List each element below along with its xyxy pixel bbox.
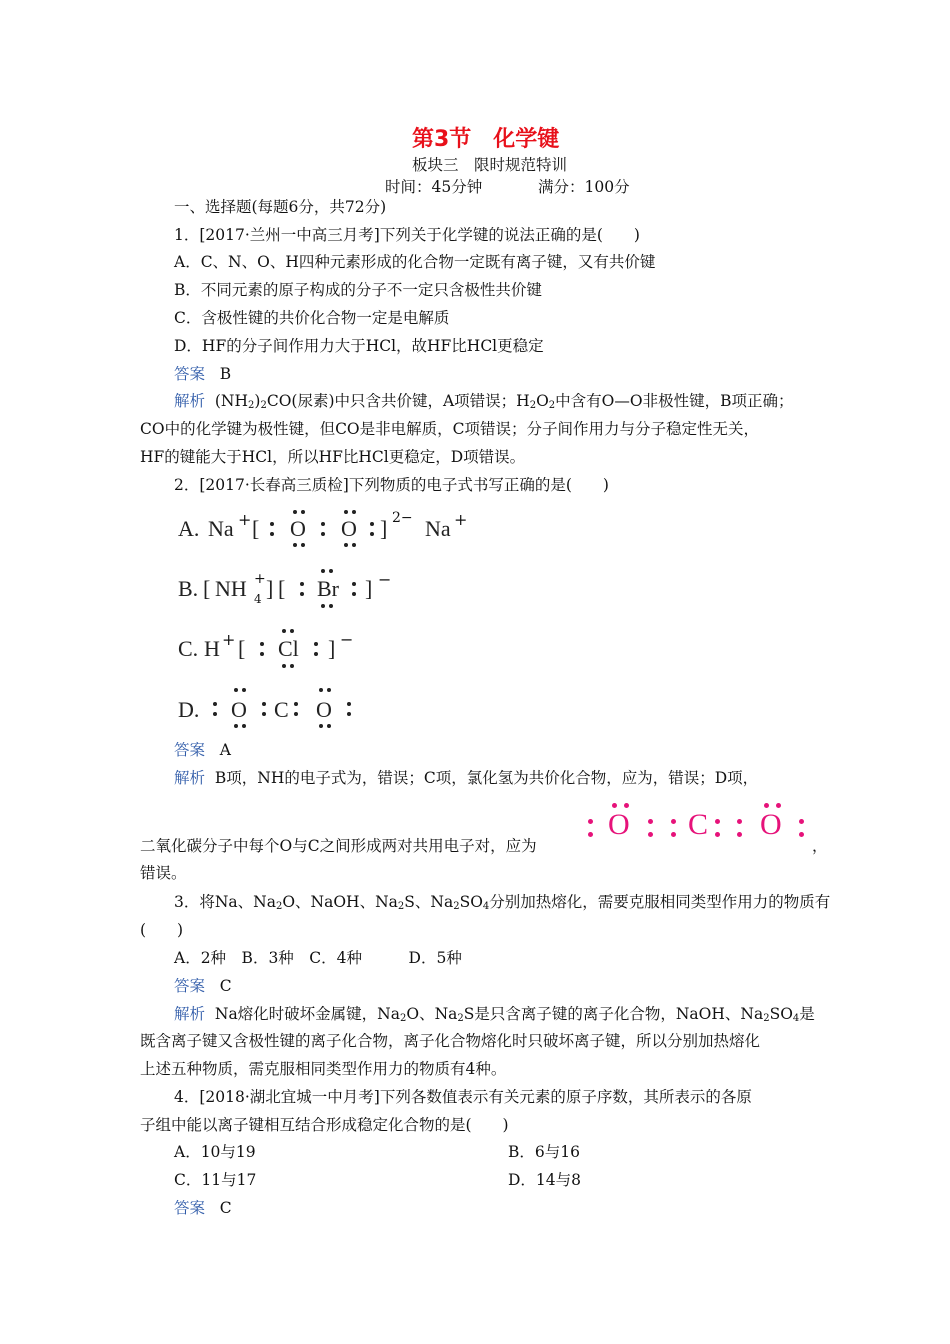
q3-analysis-line-2: 既含离子键又含极性键的离子化合物，离子化合物熔化时只破坏离子键，所以分别加热熔化 [140, 1032, 761, 1050]
oxygen-symbol: O [760, 808, 782, 841]
electron-dot [327, 724, 331, 728]
subscript: 4 [792, 1013, 800, 1024]
electron-dot [270, 522, 274, 526]
electron-dot [327, 688, 331, 692]
electron-dot [370, 532, 374, 536]
electron-dot [764, 803, 769, 808]
charge-plus: + [238, 510, 252, 529]
q1-analysis-line-3: HF的键能大于HCl，所以HF比HCl更稳定，D项错误。 [140, 448, 526, 466]
subscript: 2 [763, 1013, 770, 1024]
electron-dot [294, 712, 298, 716]
oxygen-symbol: O [290, 516, 306, 541]
left-bracket: [ [278, 576, 286, 601]
oxygen-symbol: O [231, 697, 247, 722]
q4-option-c: C．11与17 [174, 1171, 257, 1189]
left-bracket: [ [252, 516, 260, 541]
subscript: 2 [275, 901, 283, 912]
bromine-symbol: Br [317, 576, 339, 601]
electron-dot [319, 688, 323, 692]
oxygen-symbol: O [608, 808, 630, 841]
answer-value: C [219, 1199, 232, 1217]
electron-dot [612, 803, 617, 808]
electron-dot [329, 604, 333, 608]
right-bracket: ] [266, 576, 274, 601]
subscript: 2 [529, 400, 537, 411]
stem-text: S、Na [404, 893, 454, 911]
electron-dot [352, 582, 356, 586]
analysis-text: 中含有O—O非极性键，B项正确； [555, 392, 794, 410]
electron-dot [242, 688, 246, 692]
carbon-symbol: C [274, 697, 289, 722]
option-label: B. [178, 576, 199, 601]
electron-dot [319, 724, 323, 728]
electron-dot [648, 819, 653, 824]
electron-dot [671, 819, 676, 824]
electron-dot [262, 702, 266, 706]
analysis-label: 解析 [174, 1005, 206, 1023]
q1-stem: 1．[2017·兰州一中高三月考]下列关于化学键的说法正确的是( ) [174, 226, 640, 244]
analysis-text: 是 [799, 1005, 815, 1023]
right-bracket: ] [380, 516, 388, 541]
answer-label: 答案 [174, 1199, 206, 1217]
electron-dot [260, 642, 264, 646]
analysis-text: Na熔化时破坏金属键，Na [214, 1005, 400, 1023]
electron-dot [737, 832, 742, 837]
answer-label: 答案 [174, 365, 206, 383]
q1-option-d: D．HF的分子间作用力大于HCl，故HF比HCl更稳定 [174, 337, 544, 355]
sodium-symbol: Na [425, 516, 451, 541]
subscript: 2 [260, 400, 267, 411]
charge-minus: − [340, 630, 354, 649]
electron-dot [344, 510, 348, 514]
q3-answer [174, 976, 232, 996]
part-heading: 一、选择题(每题6分，共72分) [174, 198, 387, 216]
electron-dot [294, 702, 298, 706]
electron-dot [270, 532, 274, 536]
analysis-text: SO [769, 1005, 793, 1023]
electron-dot [234, 688, 238, 692]
electron-dot [290, 664, 294, 668]
electron-dot [282, 629, 286, 633]
charge-plus: + [254, 571, 266, 587]
electron-dot [799, 832, 804, 837]
q2-analysis-line-2: 二氧化碳分子中每个O与C之间形成两对共用电子对，应为 [140, 837, 537, 855]
answer-label: 答案 [174, 741, 206, 759]
electron-dot [262, 712, 266, 716]
electron-dot [344, 543, 348, 547]
time-limit: 时间：45分钟 [385, 178, 483, 196]
electron-dot [293, 510, 297, 514]
q2-analysis-line-3: 错误。 [140, 864, 187, 882]
option-label: C. [178, 636, 199, 661]
electron-dot [213, 712, 217, 716]
electron-dot [301, 543, 305, 547]
analysis-text: B项，NH的电子式为，错误；C项，氯化氢为共价化合物，应为，错误；D项， [214, 769, 759, 787]
hydrogen-symbol: H [204, 636, 220, 661]
subscript: 2 [548, 400, 556, 411]
electron-dot [648, 832, 653, 837]
analysis-text: CO(尿素)中只含共价键，A项错误；H [266, 392, 530, 410]
electron-dot [370, 522, 374, 526]
stem-text: 分别加热熔化，需要克服相同类型作用力的物质有 [489, 893, 831, 911]
left-bracket: [ [238, 636, 246, 661]
q3-options: A．2种 B．3种 C．4种 D．5种 [174, 949, 462, 967]
q2-analysis-tail: ， [812, 837, 828, 855]
subscript: 2 [453, 901, 460, 912]
electron-dot [314, 642, 318, 646]
q4-option-a: A．10与19 [174, 1143, 256, 1161]
electron-dot [300, 592, 304, 596]
right-bracket: ] [328, 636, 336, 661]
q4-option-d: D．14与8 [508, 1171, 582, 1189]
q4-option-b: B．6与16 [508, 1143, 580, 1161]
q3-analysis-line-3: 上述五种物质，需克服相同类型作用力的物质有4种。 [140, 1060, 507, 1078]
electron-dot [234, 724, 238, 728]
electron-dot [293, 543, 297, 547]
electron-dot [624, 803, 629, 808]
electron-dot [242, 724, 246, 728]
electron-dot [282, 664, 286, 668]
electron-dot [321, 532, 325, 536]
subscript: 4 [254, 592, 262, 606]
right-bracket: ] [365, 576, 373, 601]
electron-dot [715, 832, 720, 837]
q2-analysis-line-1 [174, 768, 758, 788]
electron-dot [260, 652, 264, 656]
electron-dot [213, 702, 217, 706]
subscript: 2 [248, 400, 255, 411]
sodium-symbol: Na [208, 516, 234, 541]
q2-stem: 2．[2017·长春高三质检]下列物质的电子式书写正确的是( ) [174, 476, 609, 494]
q1-option-a: A．C、N、O、H四种元素形成的化合物一定既有离子键，又有共价键 [174, 253, 656, 271]
q3-stem-line-2: ( ) [140, 921, 184, 939]
electron-dot [737, 819, 742, 824]
left-bracket: [ [203, 576, 211, 601]
q1-answer [174, 364, 231, 384]
analysis-text: ) [254, 392, 261, 410]
electron-dot [321, 604, 325, 608]
electron-dot [347, 702, 351, 706]
answer-value: B [219, 365, 232, 383]
oxygen-symbol: O [316, 697, 332, 722]
page-title: 第3节 化学键 [412, 127, 560, 152]
carbon-symbol: C [688, 808, 709, 841]
subscript: 2 [397, 901, 405, 912]
stem-text: O、NaOH、Na [282, 893, 398, 911]
section-subtitle: 板块三 限时规范特训 [412, 156, 568, 174]
electron-dot [352, 543, 356, 547]
analysis-text: (NH [214, 392, 249, 410]
q3-analysis-line-1 [174, 1004, 815, 1029]
analysis-text: S是只含离子键的离子化合物，NaOH、Na [463, 1005, 764, 1023]
electron-dot [776, 803, 781, 808]
analysis-label: 解析 [174, 392, 206, 410]
q3-stem-line-1 [174, 892, 830, 917]
answer-value: C [219, 977, 232, 995]
electron-dot [588, 832, 593, 837]
electron-dot [352, 510, 356, 514]
q1-option-b: B．不同元素的原子构成的分子不一定只含极性共价键 [174, 281, 542, 299]
electron-dot [300, 582, 304, 586]
q4-answer [174, 1198, 232, 1218]
electron-dot [329, 569, 333, 573]
ammonium-symbol: NH [215, 576, 247, 601]
electron-dot [715, 819, 720, 824]
electron-dot [321, 569, 325, 573]
stem-text: 3．将Na、Na [174, 893, 276, 911]
q4-stem-line-1: 4．[2018·湖北宜城一中月考]下列各数值表示有关元素的原子序数，其所表示的各原 [174, 1088, 752, 1106]
q2-answer [174, 740, 231, 760]
option-label: D. [178, 697, 200, 722]
electron-dot [799, 819, 804, 824]
q1-option-c: C．含极性键的共价化合物一定是电解质 [174, 309, 450, 327]
electron-dot [301, 510, 305, 514]
electron-dot [588, 819, 593, 824]
electron-dot [321, 522, 325, 526]
stem-text: SO [459, 893, 483, 911]
option-label: A. [178, 516, 200, 541]
charge-minus: − [378, 570, 392, 589]
charge-plus: + [222, 630, 236, 649]
q4-stem-line-2: 子组中能以离子键相互结合形成稳定化合物的是( ) [140, 1116, 509, 1134]
oxygen-symbol: O [341, 516, 357, 541]
electron-dot [671, 832, 676, 837]
q1-analysis-line-2: CO中的化学键为极性键，但CO是非电解质，C项错误；分子间作用力与分子稳定性无关， [140, 420, 759, 438]
subscript: 2 [399, 1013, 407, 1024]
electron-dot [352, 592, 356, 596]
q1-analysis-line-1 [174, 391, 793, 416]
full-score: 满分：100分 [538, 178, 630, 196]
chlorine-symbol: Cl [278, 636, 299, 661]
electron-dot [314, 652, 318, 656]
subscript: 4 [482, 901, 490, 912]
charge-label: 2− [392, 510, 413, 526]
analysis-label: 解析 [174, 769, 206, 787]
electron-dot [290, 629, 294, 633]
answer-value: A [219, 741, 231, 759]
analysis-text: O [536, 392, 549, 410]
electron-dot [347, 712, 351, 716]
answer-label: 答案 [174, 977, 206, 995]
charge-plus: + [454, 510, 468, 529]
analysis-text: O、Na [406, 1005, 458, 1023]
subscript: 2 [457, 1013, 464, 1024]
